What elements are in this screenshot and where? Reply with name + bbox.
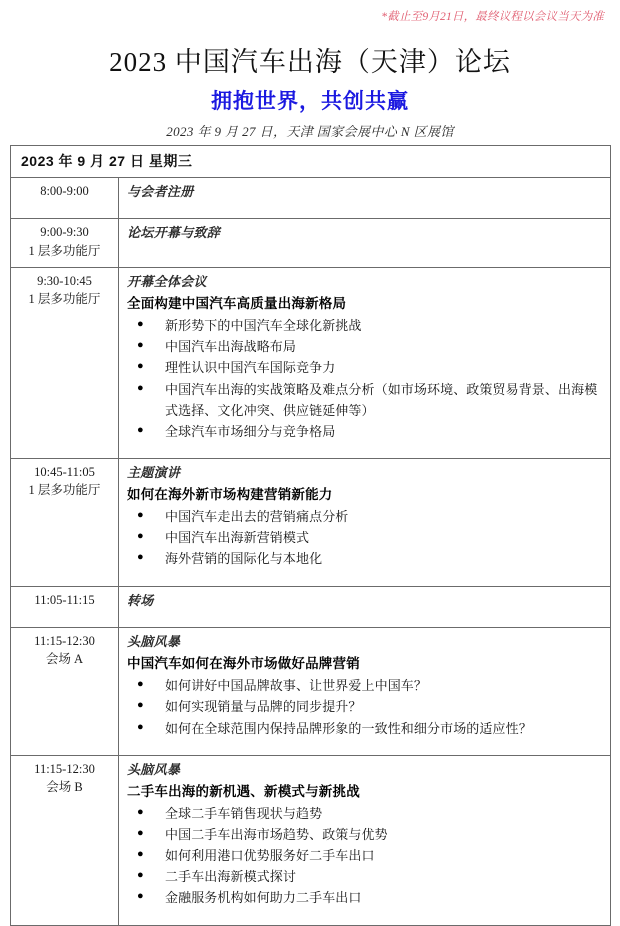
session-point-text: 二手车出海新模式探讨: [165, 869, 297, 885]
bullet-icon: ●: [137, 699, 144, 712]
agenda-table-body: [11, 146, 611, 926]
bullet-icon: ●: [137, 509, 144, 522]
session-point: [127, 379, 602, 421]
session-type: 头脑风暴: [127, 761, 181, 777]
session-point-text: 全球二手车销售现状与趋势: [165, 806, 323, 822]
venue-line: 2023 年 9 月 27 日，天津 国家会展中心 N 区展馆: [166, 124, 454, 139]
session-point-text: 中国汽车走出去的营销痛点分析: [165, 509, 349, 525]
agenda-row-time-cell: [11, 755, 119, 925]
agenda-row-content-cell: [119, 458, 611, 586]
session-point: [127, 845, 602, 866]
agenda-row-content-cell: [119, 178, 611, 219]
agenda-date-header: 2023 年 9 月 27 日 星期三: [11, 146, 611, 178]
agenda-row: [11, 458, 611, 586]
page-title: 2023 中国汽车出海（天津）论坛: [109, 47, 511, 77]
session-headline: 全面构建中国汽车高质量出海新格局: [127, 295, 347, 311]
agenda-row-time: 10:45-11:05: [34, 464, 95, 479]
agenda-row-time: 9:30-10:45: [37, 273, 92, 288]
bullet-icon: ●: [137, 381, 144, 394]
bullet-icon: ●: [137, 720, 144, 733]
session-point-text: 如何实现销量与品牌的同步提升？: [165, 699, 362, 715]
session-point-text: 中国汽车出海的实战策略及难点分析（如市场环境、政策贸易背景、出海模式选择、文化冲突、供应链延伸等）: [165, 381, 598, 418]
session-point-text: 全球汽车市场细分与竞争格局: [165, 423, 336, 439]
bullet-icon: ●: [137, 530, 144, 543]
agenda-row: [11, 627, 611, 755]
agenda-row-time-cell: [11, 458, 119, 586]
session-point: [127, 696, 602, 717]
agenda-date-header-row: [11, 146, 611, 178]
bullet-icon: ●: [137, 360, 144, 373]
session-type: 开幕全体会议: [127, 273, 207, 289]
agenda-row-room: 1 层多功能厅: [28, 483, 101, 498]
agenda-row-time: 11:05-11:15: [34, 592, 95, 607]
session-point-text: 海外营销的国际化与本地化: [165, 551, 323, 567]
agenda-row-time-cell: [11, 267, 119, 458]
agenda-row: [11, 586, 611, 627]
session-point: [127, 421, 602, 442]
session-point: [127, 506, 602, 527]
bullet-icon: ●: [137, 848, 144, 861]
session-point-text: 中国汽车出海新营销模式: [165, 530, 310, 546]
agenda-row-content-cell: [119, 267, 611, 458]
agenda-row-time-cell: [11, 586, 119, 627]
session-point-text: 中国二手车出海市场趋势、政策与优势: [165, 827, 388, 843]
agenda-row: [11, 755, 611, 925]
session-point-text: 如何利用港口优势服务好二手车出口: [165, 848, 375, 864]
session-point: [127, 315, 602, 336]
agenda-row-time: 11:15-12:30: [34, 633, 95, 648]
agenda-table: [10, 145, 611, 926]
session-type: 主题演讲: [127, 464, 181, 480]
bullet-icon: ●: [137, 551, 144, 564]
bullet-icon: ●: [137, 869, 144, 882]
row-bottom-spacer: [127, 909, 602, 917]
row-bottom-spacer: [127, 570, 602, 578]
session-point: [127, 866, 602, 887]
deadline-notice: *截止至9月21日，最终议程以会议当天为准: [381, 11, 604, 23]
bullet-icon: ●: [137, 339, 144, 352]
agenda-row: [11, 178, 611, 219]
agenda-row-time-cell: [11, 219, 119, 268]
bullet-icon: ●: [137, 827, 144, 840]
bullet-icon: ●: [137, 423, 144, 436]
session-point: [127, 675, 602, 696]
agenda-row-room: 会场 A: [45, 652, 84, 667]
session-point: [127, 527, 602, 548]
row-bottom-spacer: [127, 202, 602, 210]
agenda-row-content-cell: [119, 219, 611, 268]
agenda-row: [11, 267, 611, 458]
session-headline: 二手车出海的新机遇、新模式与新挑战: [127, 783, 360, 799]
row-bottom-spacer: [127, 442, 602, 450]
session-headline: 如何在海外新市场构建营销新能力: [127, 486, 333, 502]
row-bottom-spacer: [127, 611, 602, 619]
agenda-row-time: 11:15-12:30: [34, 761, 95, 776]
agenda-row-room: 1 层多功能厅: [28, 243, 101, 258]
agenda-row-content-cell: [119, 627, 611, 755]
session-point: [127, 357, 602, 378]
session-type: 头脑风暴: [127, 633, 181, 649]
session-point-list: [127, 675, 602, 738]
agenda-row-time: 9:00-9:30: [40, 225, 89, 240]
bullet-icon: ●: [137, 806, 144, 819]
session-point: [127, 803, 602, 824]
session-point: [127, 548, 602, 569]
page-subtitle: 拥抱世界，共创共赢: [211, 90, 409, 113]
bullet-icon: ●: [137, 890, 144, 903]
session-point: [127, 824, 602, 845]
session-type: 转场: [127, 592, 154, 608]
session-type: 与会者注册: [127, 184, 194, 199]
session-point-list: [127, 315, 602, 441]
row-bottom-spacer: [127, 243, 602, 251]
session-point-text: 金融服务机构如何助力二手车出口: [165, 890, 362, 906]
session-point-list: [127, 506, 602, 569]
agenda-row-room: 会场 B: [46, 780, 83, 795]
agenda-row-content-cell: [119, 755, 611, 925]
row-bottom-spacer: [127, 739, 602, 747]
session-point-text: 如何在全球范围内保持品牌形象的一致性和细分市场的适应性？: [165, 720, 532, 736]
agenda-row: [11, 219, 611, 268]
session-point-text: 新形势下的中国汽车全球化新挑战: [165, 318, 362, 334]
session-point-text: 如何讲好中国品牌故事、让世界爱上中国车？: [165, 678, 428, 694]
session-point: [127, 336, 602, 357]
agenda-row-time-cell: [11, 627, 119, 755]
session-headline: 中国汽车如何在海外市场做好品牌营销: [127, 655, 360, 671]
bullet-icon: ●: [137, 678, 144, 691]
session-point-text: 中国汽车出海战略布局: [165, 339, 297, 355]
agenda-row-room: 1 层多功能厅: [28, 292, 101, 307]
session-point-list: [127, 803, 602, 908]
session-type: 论坛开幕与致辞: [127, 225, 221, 241]
agenda-row-content-cell: [119, 586, 611, 627]
session-point-text: 理性认识中国汽车国际竞争力: [165, 360, 336, 376]
session-point: [127, 887, 602, 908]
session-point: [127, 718, 602, 739]
agenda-row-time: 8:00-9:00: [40, 184, 89, 198]
agenda-row-time-cell: [11, 178, 119, 219]
bullet-icon: ●: [137, 318, 144, 331]
